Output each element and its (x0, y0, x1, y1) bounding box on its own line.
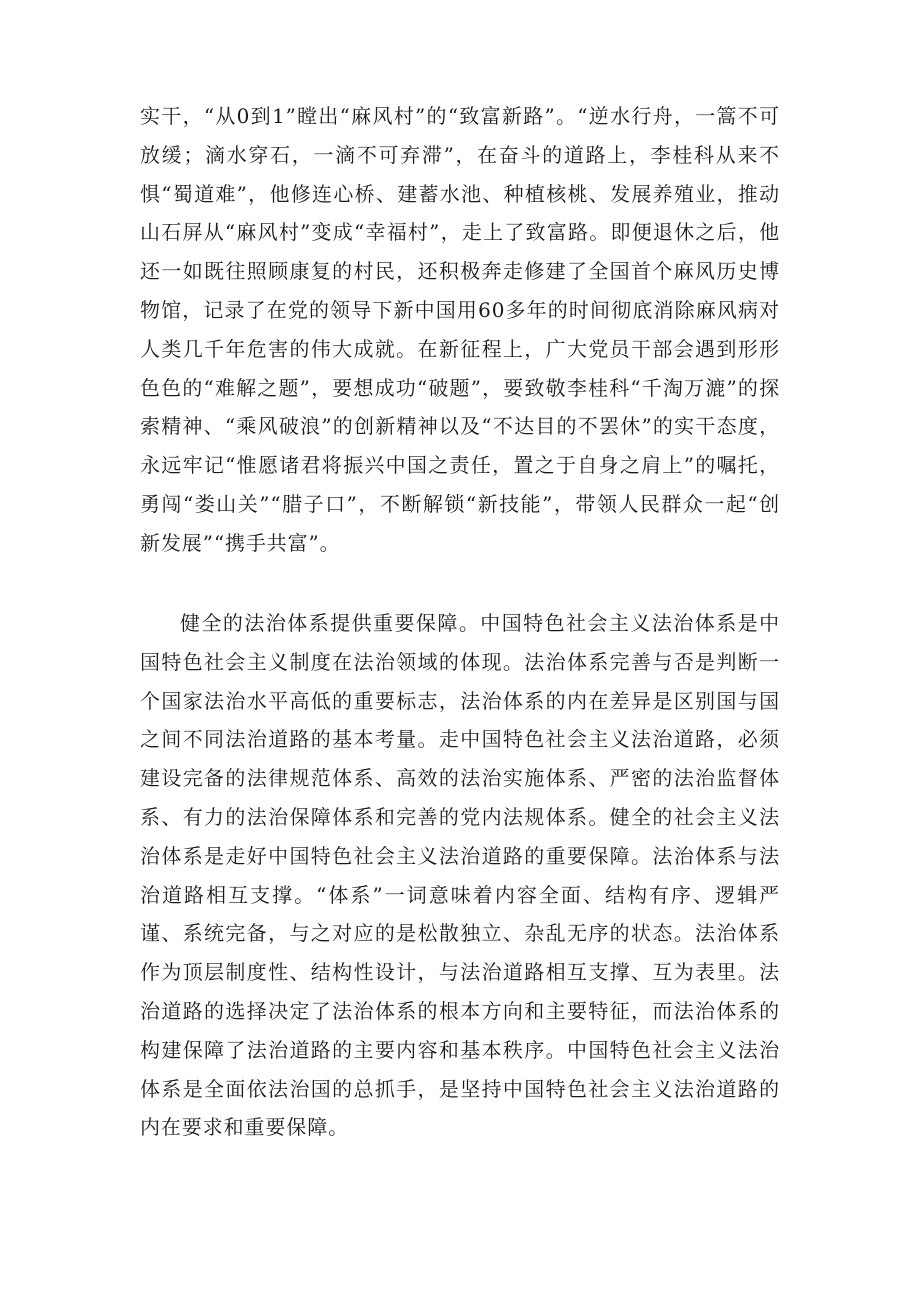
body-paragraph-continued: 实干，“从0到1”瞠出“麻风村”的“致富新路”。“逆水行舟，一篙不可放缓；滴水穿石，一滴不可弃滞”，在奋斗的道路上，李桂科从来不惧“蜀道难”，他修连心桥、建蓄水池、种植核桃、发展养殖业，推动山石屏从“麻风村”变成“幸福村”，走上了致富路。即便退休之后，他还一如既往照顾康复的村民，还积极奔走修建了全国首个麻风历史博物馆，记录了在党的领导下新中国用60多年的时间彻底消除麻风病对人类几千年危害的伟大成就。在新征程上，广大党员干部会遇到形形色色的“难解之题”，要想成功“破题”，要致敬李桂科“千淘万漉”的探索精神、“乘风破浪”的创新精神以及“不达目的不罢休”的实干态度，永远牢记“惟愿诸君将振兴中国之责任，置之于自身之肩上”的嘱托，勇闯“娄山关”“腊子口”，不断解锁“新技能”，带领人民群众一起“创新发展”“携手共富”。 (140, 104, 780, 555)
body-paragraph: 健全的法治体系提供重要保障。中国特色社会主义法治体系是中国特色社会主义制度在法治领域的体现。法治体系完善与否是判断一个国家法治水平高低的重要标志，法治体系的内在差异是区别国与国之间不同法治道路的基本考量。走中国特色社会主义法治道路，必须建设完备的法律规范体系、高效的法治实施体系、严密的法治监督体系、有力的法治保障体系和完善的党内法规体系。健全的社会主义法治体系是走好中国特色社会主义法治道路的重要保障。法治体系与法治道路相互支撑。“体系”一词意味着内容全面、结构有序、逻辑严谨、系统完备，与之对应的是松散独立、杂乱无序的状态。法治体系作为顶层制度性、结构性设计，与法治道路相互支撑、互为表里。法治道路的选择决定了法治体系的根本方向和主要特征，而法治体系的构建保障了法治道路的主要内容和基本秩序。中国特色社会主义法治体系是全面依法治国的总抓手，是坚持中国特色社会主义法治道路的内在要求和重要保障。 (140, 611, 780, 1140)
